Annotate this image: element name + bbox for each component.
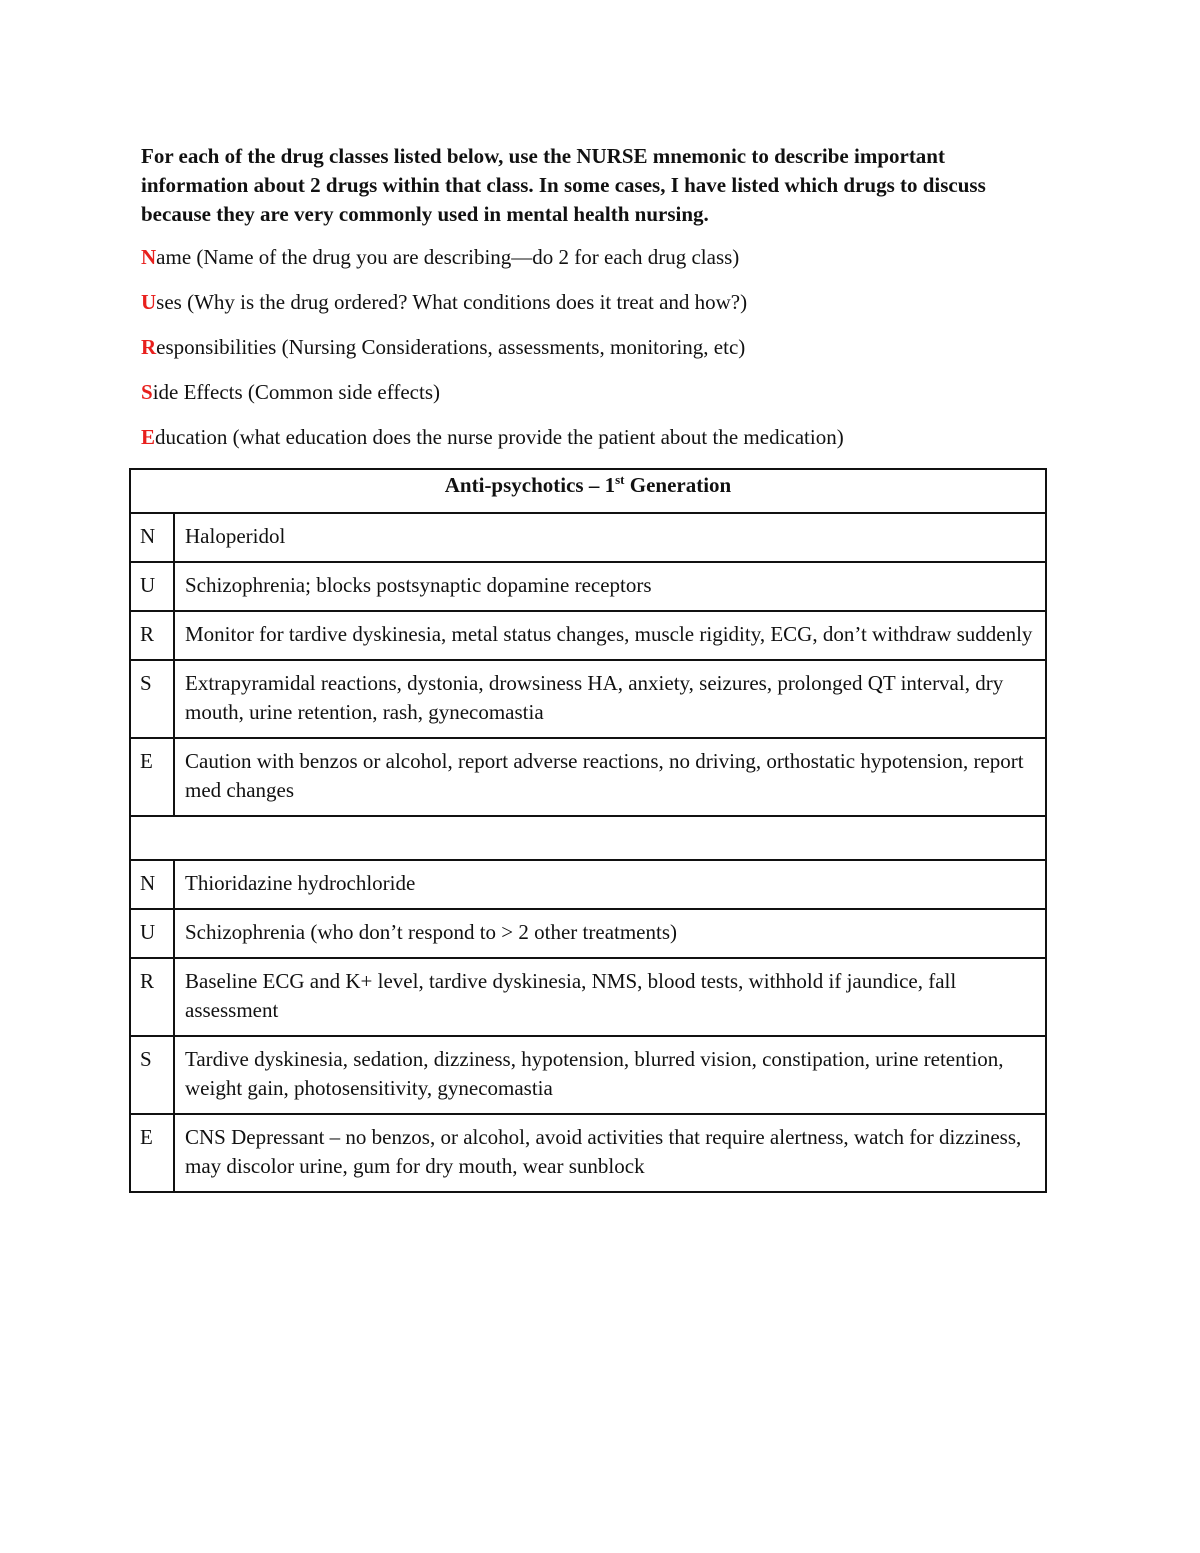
table-row [130, 562, 1046, 611]
row-text: Monitor for tardive dyskinesia, metal status changes, muscle rigidity, ECG, don’t withdraw suddenly [174, 611, 1046, 660]
table-title [130, 469, 1046, 513]
row-text: Schizophrenia; blocks postsynaptic dopamine receptors [174, 562, 1046, 611]
row-letter: R [130, 958, 174, 1036]
table-row [130, 1114, 1046, 1192]
table-spacer-row [130, 816, 1046, 860]
mnemonic-letter: R [141, 335, 157, 359]
mnemonic-text: ses (Why is the drug ordered? What conditions does it treat and how?) [156, 290, 748, 314]
row-letter: N [130, 860, 174, 909]
mnemonic-side-effects [141, 378, 1051, 407]
mnemonic-name [141, 243, 1051, 272]
mnemonic-responsibilities [141, 333, 1051, 362]
table-header-row [130, 469, 1046, 513]
table-row [130, 860, 1046, 909]
mnemonic-letter: E [141, 425, 156, 449]
table-row [130, 660, 1046, 738]
table-row [130, 513, 1046, 562]
row-letter: S [130, 1036, 174, 1114]
mnemonic-text: ide Effects (Common side effects) [152, 380, 440, 404]
row-text: Thioridazine hydrochloride [174, 860, 1046, 909]
row-letter: S [130, 660, 174, 738]
row-text: Extrapyramidal reactions, dystonia, drowsiness HA, anxiety, seizures, prolonged QT interval, dry mouth, urine retention, rash, gynecomastia [174, 660, 1046, 738]
table-row [130, 738, 1046, 816]
row-text: Caution with benzos or alcohol, report adverse reactions, no driving, orthostatic hypotension, report med changes [174, 738, 1046, 816]
row-text: Haloperidol [174, 513, 1046, 562]
row-letter: E [130, 1114, 174, 1192]
row-letter: U [130, 909, 174, 958]
mnemonic-letter: N [141, 245, 157, 269]
row-text: Schizophrenia (who don’t respond to > 2 other treatments) [174, 909, 1046, 958]
empty-cell [130, 816, 1046, 860]
mnemonic-letter: S [141, 380, 153, 404]
drug-table-container [129, 468, 1047, 1193]
table-row [130, 611, 1046, 660]
table-row [130, 1036, 1046, 1114]
mnemonic-text: ame (Name of the drug you are describing—do 2 for each drug class) [156, 245, 740, 269]
mnemonic-uses [141, 288, 1051, 317]
mnemonic-text: esponsibilities (Nursing Considerations, assessments, monitoring, etc) [156, 335, 746, 359]
table-row [130, 958, 1046, 1036]
row-letter: U [130, 562, 174, 611]
row-letter: E [130, 738, 174, 816]
antipsychotics-table [129, 468, 1047, 1193]
document-page [141, 142, 1051, 468]
table-title-text: Anti-psychotics – 1 [444, 473, 616, 497]
instructions-paragraph: For each of the drug classes listed below, use the NURSE mnemonic to describe important information about 2 drugs within that class. In some cases, I have listed which drugs to discuss because they are very commonly used in mental health nursing. [141, 144, 986, 226]
mnemonic-letter: U [141, 290, 157, 314]
row-text: CNS Depressant – no benzos, or alcohol, avoid activities that require alertness, watch for dizziness, may discolor urine, gum for dry mouth, wear sunblock [174, 1114, 1046, 1192]
table-row [130, 909, 1046, 958]
mnemonic-education [141, 423, 1051, 452]
row-text: Tardive dyskinesia, sedation, dizziness, hypotension, blurred vision, constipation, urine retention, weight gain, photosensitivity, gynecomastia [174, 1036, 1046, 1114]
table-title-text-end: Generation [624, 473, 732, 497]
mnemonic-text: ducation (what education does the nurse provide the patient about the medication) [155, 425, 844, 449]
row-letter: N [130, 513, 174, 562]
row-text: Baseline ECG and K+ level, tardive dyskinesia, NMS, blood tests, withhold if jaundice, fall assessment [174, 958, 1046, 1036]
row-letter: R [130, 611, 174, 660]
table-title-sup: st [615, 472, 625, 487]
